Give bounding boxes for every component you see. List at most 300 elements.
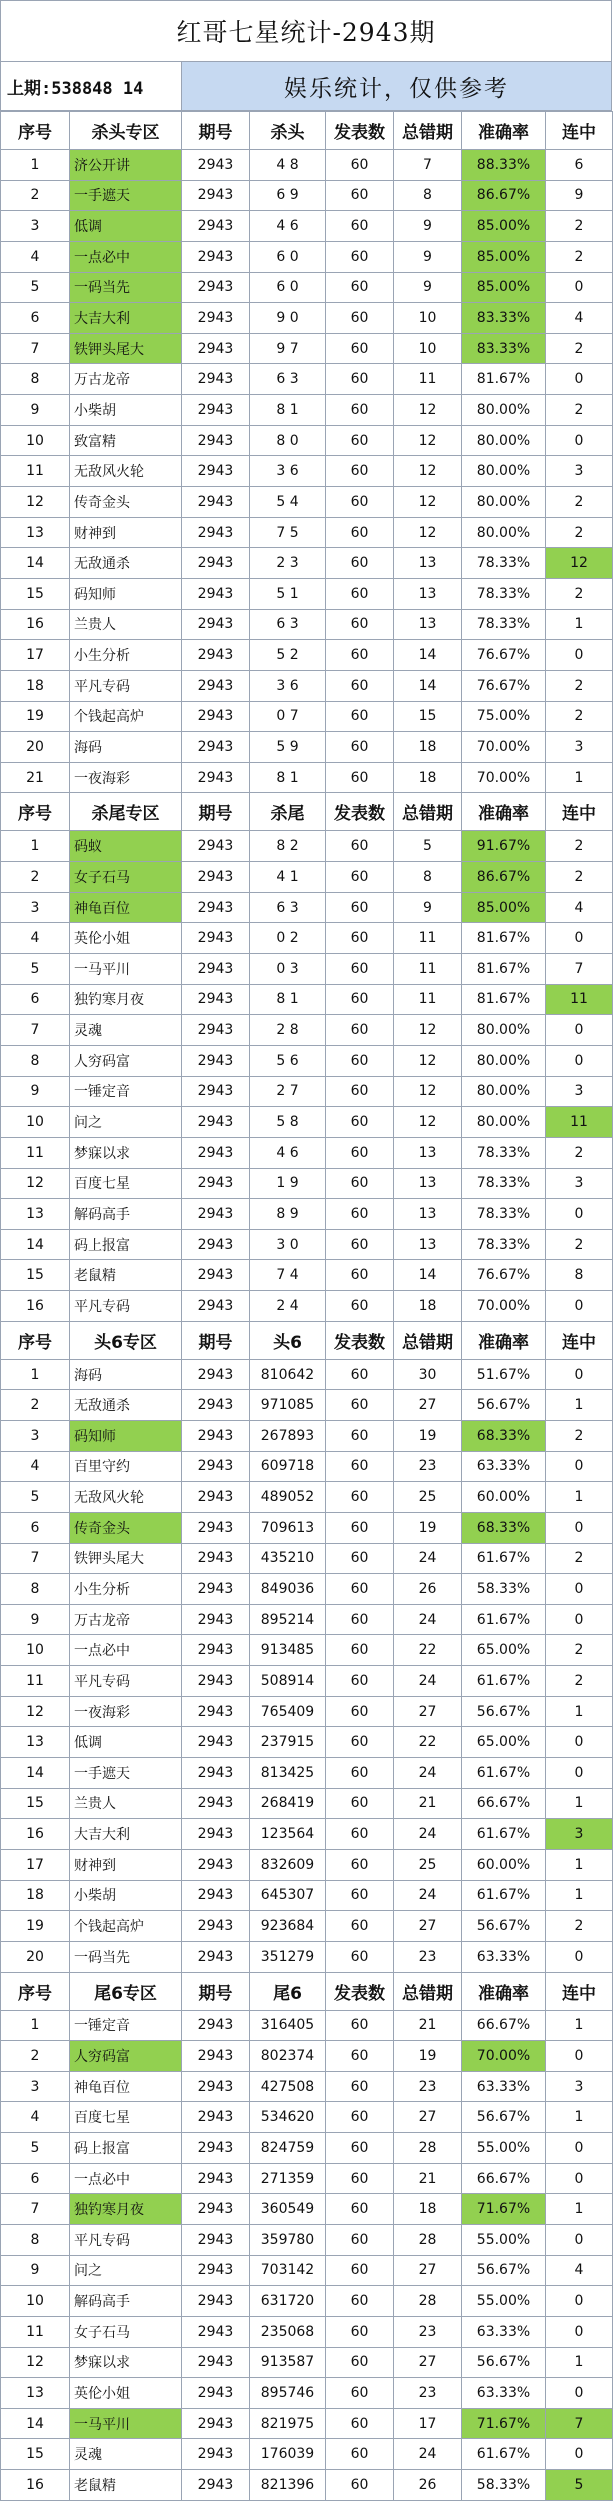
row-number: 3 xyxy=(1,892,70,923)
row-number: 19 xyxy=(1,701,70,732)
prediction-value: 7 5 xyxy=(250,517,326,548)
predictor-name: 小柴胡 xyxy=(70,1880,182,1911)
streak-cell: 2 xyxy=(546,487,613,518)
post-count: 60 xyxy=(326,2194,394,2225)
predictor-name: 一点必中 xyxy=(70,1635,182,1666)
prediction-value: 895214 xyxy=(250,1604,326,1635)
prediction-value: 8 2 xyxy=(250,831,326,862)
accuracy-cell: 88.33% xyxy=(462,150,546,181)
header-accuracy: 准确率 xyxy=(462,112,546,150)
accuracy-cell: 70.00% xyxy=(462,732,546,763)
table-row xyxy=(1,640,613,671)
period-cell: 2943 xyxy=(182,2347,250,2378)
prediction-value: 7 4 xyxy=(250,1260,326,1291)
error-count: 12 xyxy=(394,517,462,548)
predictor-name: 个钱起高炉 xyxy=(70,701,182,732)
last-period-result: 上期:538848 14 xyxy=(1,62,182,110)
streak-cell: 11 xyxy=(546,1107,613,1138)
table-row xyxy=(1,1451,613,1482)
post-count: 60 xyxy=(326,578,394,609)
period-cell: 2943 xyxy=(182,1229,250,1260)
row-number: 9 xyxy=(1,1604,70,1635)
row-number: 12 xyxy=(1,1696,70,1727)
table-row xyxy=(1,1696,613,1727)
period-cell: 2943 xyxy=(182,2378,250,2409)
accuracy-cell: 81.67% xyxy=(462,954,546,985)
prediction-value: 3 0 xyxy=(250,1229,326,1260)
header-errors: 总错期 xyxy=(394,1972,462,2010)
predictor-name: 兰贵人 xyxy=(70,609,182,640)
streak-cell: 0 xyxy=(546,1451,613,1482)
header-section: 杀尾专区 xyxy=(70,793,182,831)
error-count: 13 xyxy=(394,609,462,640)
accuracy-cell: 85.00% xyxy=(462,211,546,242)
prediction-value: 176039 xyxy=(250,2439,326,2470)
error-count: 21 xyxy=(394,2163,462,2194)
table-row xyxy=(1,241,613,272)
post-count: 60 xyxy=(326,2347,394,2378)
error-count: 13 xyxy=(394,1199,462,1230)
header-period: 期号 xyxy=(182,112,250,150)
post-count: 60 xyxy=(326,1045,394,1076)
period-cell: 2943 xyxy=(182,2286,250,2317)
predictor-name: 平凡专码 xyxy=(70,2225,182,2256)
predictor-name: 济公开讲 xyxy=(70,150,182,181)
prediction-value: 271359 xyxy=(250,2163,326,2194)
row-number: 17 xyxy=(1,640,70,671)
streak-cell: 1 xyxy=(546,1788,613,1819)
accuracy-cell: 80.00% xyxy=(462,1015,546,1046)
post-count: 60 xyxy=(326,2316,394,2347)
post-count: 60 xyxy=(326,1482,394,1513)
table-row xyxy=(1,954,613,985)
error-count: 10 xyxy=(394,333,462,364)
streak-cell: 0 xyxy=(546,1574,613,1605)
section-header-row xyxy=(1,112,613,150)
table-row xyxy=(1,578,613,609)
prediction-value: 123564 xyxy=(250,1819,326,1850)
accuracy-cell: 78.33% xyxy=(462,578,546,609)
error-count: 5 xyxy=(394,831,462,862)
predictor-name: 百度七星 xyxy=(70,1168,182,1199)
row-number: 18 xyxy=(1,670,70,701)
period-cell: 2943 xyxy=(182,732,250,763)
prediction-value: 2 8 xyxy=(250,1015,326,1046)
prediction-value: 765409 xyxy=(250,1696,326,1727)
error-count: 19 xyxy=(394,1420,462,1451)
error-count: 14 xyxy=(394,670,462,701)
predictor-name: 神龟百位 xyxy=(70,892,182,923)
header-value: 杀头 xyxy=(250,112,326,150)
predictor-name: 低调 xyxy=(70,211,182,242)
predictor-name: 一夜海彩 xyxy=(70,1696,182,1727)
error-count: 13 xyxy=(394,548,462,579)
table-row xyxy=(1,364,613,395)
error-count: 8 xyxy=(394,180,462,211)
accuracy-cell: 63.33% xyxy=(462,2071,546,2102)
table-row xyxy=(1,2071,613,2102)
accuracy-cell: 56.67% xyxy=(462,1911,546,1942)
page-title: 红哥七星统计-2943期 xyxy=(0,0,612,62)
accuracy-cell: 61.67% xyxy=(462,1880,546,1911)
post-count: 60 xyxy=(326,2439,394,2470)
header-streak: 连中 xyxy=(546,793,613,831)
post-count: 60 xyxy=(326,670,394,701)
error-count: 19 xyxy=(394,1512,462,1543)
period-cell: 2943 xyxy=(182,2102,250,2133)
period-cell: 2943 xyxy=(182,1015,250,1046)
header-streak: 连中 xyxy=(546,1321,613,1359)
accuracy-cell: 76.67% xyxy=(462,1260,546,1291)
prediction-value: 5 2 xyxy=(250,640,326,671)
period-cell: 2943 xyxy=(182,1666,250,1697)
table-row xyxy=(1,2255,613,2286)
error-count: 23 xyxy=(394,2071,462,2102)
period-cell: 2943 xyxy=(182,241,250,272)
section-header-row xyxy=(1,793,613,831)
accuracy-cell: 63.33% xyxy=(462,1941,546,1972)
row-number: 3 xyxy=(1,1420,70,1451)
prediction-value: 8 1 xyxy=(250,984,326,1015)
streak-cell: 0 xyxy=(546,1758,613,1789)
predictor-name: 人穷码富 xyxy=(70,2041,182,2072)
prediction-value: 235068 xyxy=(250,2316,326,2347)
post-count: 60 xyxy=(326,487,394,518)
accuracy-cell: 70.00% xyxy=(462,762,546,793)
accuracy-cell: 70.00% xyxy=(462,1291,546,1322)
prediction-value: 1 9 xyxy=(250,1168,326,1199)
info-bar xyxy=(0,62,612,111)
row-number: 1 xyxy=(1,150,70,181)
error-count: 18 xyxy=(394,732,462,763)
table-row xyxy=(1,1727,613,1758)
accuracy-cell: 81.67% xyxy=(462,984,546,1015)
accuracy-cell: 78.33% xyxy=(462,548,546,579)
error-count: 26 xyxy=(394,1574,462,1605)
accuracy-cell: 66.67% xyxy=(462,2163,546,2194)
streak-cell: 0 xyxy=(546,1727,613,1758)
table-row xyxy=(1,2286,613,2317)
table-row xyxy=(1,456,613,487)
streak-cell: 0 xyxy=(546,1199,613,1230)
accuracy-cell: 80.00% xyxy=(462,1076,546,1107)
accuracy-cell: 81.67% xyxy=(462,923,546,954)
accuracy-cell: 68.33% xyxy=(462,1512,546,1543)
prediction-value: 821396 xyxy=(250,2470,326,2501)
post-count: 60 xyxy=(326,892,394,923)
row-number: 12 xyxy=(1,1168,70,1199)
table-row xyxy=(1,670,613,701)
streak-cell: 4 xyxy=(546,2255,613,2286)
predictor-name: 百里守约 xyxy=(70,1451,182,1482)
accuracy-cell: 61.67% xyxy=(462,1819,546,1850)
predictor-name: 铁钾头尾大 xyxy=(70,333,182,364)
period-cell: 2943 xyxy=(182,395,250,426)
prediction-value: 6 0 xyxy=(250,272,326,303)
table-row xyxy=(1,517,613,548)
streak-cell: 3 xyxy=(546,456,613,487)
header-errors: 总错期 xyxy=(394,1321,462,1359)
row-number: 11 xyxy=(1,1137,70,1168)
prediction-value: 6 3 xyxy=(250,609,326,640)
predictor-name: 独钓寒月夜 xyxy=(70,984,182,1015)
prediction-value: 8 9 xyxy=(250,1199,326,1230)
streak-cell: 2 xyxy=(546,701,613,732)
table-row xyxy=(1,1420,613,1451)
row-number: 15 xyxy=(1,578,70,609)
streak-cell: 2 xyxy=(546,241,613,272)
error-count: 23 xyxy=(394,1451,462,1482)
table-row xyxy=(1,1543,613,1574)
header-section: 头6专区 xyxy=(70,1321,182,1359)
period-cell: 2943 xyxy=(182,1543,250,1574)
period-cell: 2943 xyxy=(182,1574,250,1605)
streak-cell: 3 xyxy=(546,1168,613,1199)
table-row xyxy=(1,2378,613,2409)
post-count: 60 xyxy=(326,732,394,763)
predictor-name: 女子石马 xyxy=(70,2316,182,2347)
table-row xyxy=(1,1941,613,1972)
post-count: 60 xyxy=(326,1076,394,1107)
streak-cell: 2 xyxy=(546,862,613,893)
post-count: 60 xyxy=(326,1727,394,1758)
accuracy-cell: 80.00% xyxy=(462,395,546,426)
row-number: 3 xyxy=(1,211,70,242)
error-count: 9 xyxy=(394,211,462,242)
post-count: 60 xyxy=(326,1941,394,1972)
error-count: 12 xyxy=(394,1045,462,1076)
period-cell: 2943 xyxy=(182,487,250,518)
period-cell: 2943 xyxy=(182,1604,250,1635)
post-count: 60 xyxy=(326,1880,394,1911)
error-count: 18 xyxy=(394,2194,462,2225)
period-cell: 2943 xyxy=(182,364,250,395)
streak-cell: 0 xyxy=(546,2133,613,2164)
prediction-value: 913587 xyxy=(250,2347,326,2378)
prediction-value: 923684 xyxy=(250,1911,326,1942)
accuracy-cell: 56.67% xyxy=(462,1390,546,1421)
table-row xyxy=(1,2225,613,2256)
prediction-value: 709613 xyxy=(250,1512,326,1543)
predictor-name: 灵魂 xyxy=(70,2439,182,2470)
prediction-value: 2 4 xyxy=(250,1291,326,1322)
error-count: 27 xyxy=(394,2102,462,2133)
predictor-name: 小柴胡 xyxy=(70,395,182,426)
row-number: 1 xyxy=(1,2010,70,2041)
predictor-name: 女子石马 xyxy=(70,862,182,893)
table-row xyxy=(1,333,613,364)
accuracy-cell: 56.67% xyxy=(462,2347,546,2378)
accuracy-cell: 61.67% xyxy=(462,2439,546,2470)
post-count: 60 xyxy=(326,2255,394,2286)
header-accuracy: 准确率 xyxy=(462,793,546,831)
row-number: 7 xyxy=(1,1015,70,1046)
predictor-name: 万古龙帝 xyxy=(70,1604,182,1635)
predictor-name: 小生分析 xyxy=(70,1574,182,1605)
accuracy-cell: 66.67% xyxy=(462,2010,546,2041)
period-cell: 2943 xyxy=(182,1260,250,1291)
table-row xyxy=(1,2133,613,2164)
predictor-name: 致富精 xyxy=(70,425,182,456)
period-cell: 2943 xyxy=(182,1451,250,1482)
streak-cell: 2 xyxy=(546,1137,613,1168)
accuracy-cell: 58.33% xyxy=(462,1574,546,1605)
error-count: 11 xyxy=(394,984,462,1015)
accuracy-cell: 60.00% xyxy=(462,1482,546,1513)
post-count: 60 xyxy=(326,1604,394,1635)
error-count: 11 xyxy=(394,954,462,985)
period-cell: 2943 xyxy=(182,211,250,242)
predictor-name: 一手遮天 xyxy=(70,180,182,211)
prediction-value: 832609 xyxy=(250,1849,326,1880)
period-cell: 2943 xyxy=(182,1911,250,1942)
error-count: 18 xyxy=(394,1291,462,1322)
period-cell: 2943 xyxy=(182,1076,250,1107)
error-count: 11 xyxy=(394,923,462,954)
streak-cell: 3 xyxy=(546,1819,613,1850)
accuracy-cell: 83.33% xyxy=(462,333,546,364)
predictor-name: 无敌通杀 xyxy=(70,548,182,579)
streak-cell: 3 xyxy=(546,2071,613,2102)
post-count: 60 xyxy=(326,609,394,640)
row-number: 14 xyxy=(1,1229,70,1260)
period-cell: 2943 xyxy=(182,2071,250,2102)
prediction-value: 3 6 xyxy=(250,670,326,701)
predictor-name: 低调 xyxy=(70,1727,182,1758)
post-count: 60 xyxy=(326,2133,394,2164)
table-row xyxy=(1,1758,613,1789)
table-row xyxy=(1,1574,613,1605)
row-number: 8 xyxy=(1,1045,70,1076)
prediction-value: 631720 xyxy=(250,2286,326,2317)
section-header-row xyxy=(1,1972,613,2010)
table-row xyxy=(1,2102,613,2133)
table-row xyxy=(1,984,613,1015)
predictor-name: 海码 xyxy=(70,732,182,763)
post-count: 60 xyxy=(326,1911,394,1942)
period-cell: 2943 xyxy=(182,954,250,985)
row-number: 9 xyxy=(1,1076,70,1107)
predictor-name: 一码当先 xyxy=(70,1941,182,1972)
predictor-name: 一锤定音 xyxy=(70,2010,182,2041)
row-number: 4 xyxy=(1,923,70,954)
post-count: 60 xyxy=(326,1666,394,1697)
row-number: 16 xyxy=(1,1291,70,1322)
period-cell: 2943 xyxy=(182,150,250,181)
table-row xyxy=(1,1880,613,1911)
predictor-name: 老鼠精 xyxy=(70,1260,182,1291)
streak-cell: 0 xyxy=(546,425,613,456)
streak-cell: 1 xyxy=(546,1849,613,1880)
period-cell: 2943 xyxy=(182,180,250,211)
table-row xyxy=(1,1291,613,1322)
predictor-name: 一点必中 xyxy=(70,241,182,272)
accuracy-cell: 55.00% xyxy=(462,2286,546,2317)
prediction-value: 895746 xyxy=(250,2378,326,2409)
post-count: 60 xyxy=(326,831,394,862)
row-number: 2 xyxy=(1,2041,70,2072)
prediction-value: 849036 xyxy=(250,1574,326,1605)
header-value: 杀尾 xyxy=(250,793,326,831)
prediction-value: 5 8 xyxy=(250,1107,326,1138)
row-number: 11 xyxy=(1,456,70,487)
predictor-name: 兰贵人 xyxy=(70,1788,182,1819)
table-row xyxy=(1,1819,613,1850)
accuracy-cell: 80.00% xyxy=(462,425,546,456)
post-count: 60 xyxy=(326,395,394,426)
accuracy-cell: 56.67% xyxy=(462,2102,546,2133)
header-streak: 连中 xyxy=(546,112,613,150)
post-count: 60 xyxy=(326,2041,394,2072)
period-cell: 2943 xyxy=(182,984,250,1015)
period-cell: 2943 xyxy=(182,456,250,487)
accuracy-cell: 65.00% xyxy=(462,1727,546,1758)
post-count: 60 xyxy=(326,1168,394,1199)
row-number: 9 xyxy=(1,395,70,426)
post-count: 60 xyxy=(326,1015,394,1046)
period-cell: 2943 xyxy=(182,303,250,334)
predictor-name: 万古龙帝 xyxy=(70,364,182,395)
post-count: 60 xyxy=(326,1291,394,1322)
table-row xyxy=(1,2316,613,2347)
streak-cell: 0 xyxy=(546,1604,613,1635)
accuracy-cell: 76.67% xyxy=(462,670,546,701)
prediction-value: 4 6 xyxy=(250,1137,326,1168)
predictor-name: 老鼠精 xyxy=(70,2470,182,2501)
prediction-value: 534620 xyxy=(250,2102,326,2133)
prediction-value: 703142 xyxy=(250,2255,326,2286)
streak-cell: 4 xyxy=(546,303,613,334)
table-row xyxy=(1,1788,613,1819)
post-count: 60 xyxy=(326,211,394,242)
streak-cell: 0 xyxy=(546,2286,613,2317)
row-number: 19 xyxy=(1,1911,70,1942)
predictor-name: 问之 xyxy=(70,2255,182,2286)
error-count: 9 xyxy=(394,892,462,923)
accuracy-cell: 71.67% xyxy=(462,2408,546,2439)
period-cell: 2943 xyxy=(182,670,250,701)
predictor-name: 个钱起高炉 xyxy=(70,1911,182,1942)
error-count: 12 xyxy=(394,1015,462,1046)
streak-cell: 2 xyxy=(546,1229,613,1260)
period-cell: 2943 xyxy=(182,892,250,923)
table-row xyxy=(1,923,613,954)
streak-cell: 3 xyxy=(546,1076,613,1107)
streak-cell: 1 xyxy=(546,1880,613,1911)
error-count: 26 xyxy=(394,2470,462,2501)
header-section: 杀头专区 xyxy=(70,112,182,150)
row-number: 8 xyxy=(1,2225,70,2256)
period-cell: 2943 xyxy=(182,517,250,548)
header-errors: 总错期 xyxy=(394,793,462,831)
error-count: 24 xyxy=(394,1666,462,1697)
prediction-value: 810642 xyxy=(250,1359,326,1390)
row-number: 20 xyxy=(1,1941,70,1972)
error-count: 24 xyxy=(394,1880,462,1911)
row-number: 1 xyxy=(1,831,70,862)
error-count: 12 xyxy=(394,1076,462,1107)
header-count: 发表数 xyxy=(326,1972,394,2010)
row-number: 17 xyxy=(1,1849,70,1880)
streak-cell: 0 xyxy=(546,272,613,303)
accuracy-cell: 86.67% xyxy=(462,180,546,211)
prediction-value: 2 3 xyxy=(250,548,326,579)
prediction-value: 359780 xyxy=(250,2225,326,2256)
row-number: 14 xyxy=(1,548,70,579)
row-number: 4 xyxy=(1,2102,70,2133)
table-row xyxy=(1,180,613,211)
table-row xyxy=(1,1482,613,1513)
